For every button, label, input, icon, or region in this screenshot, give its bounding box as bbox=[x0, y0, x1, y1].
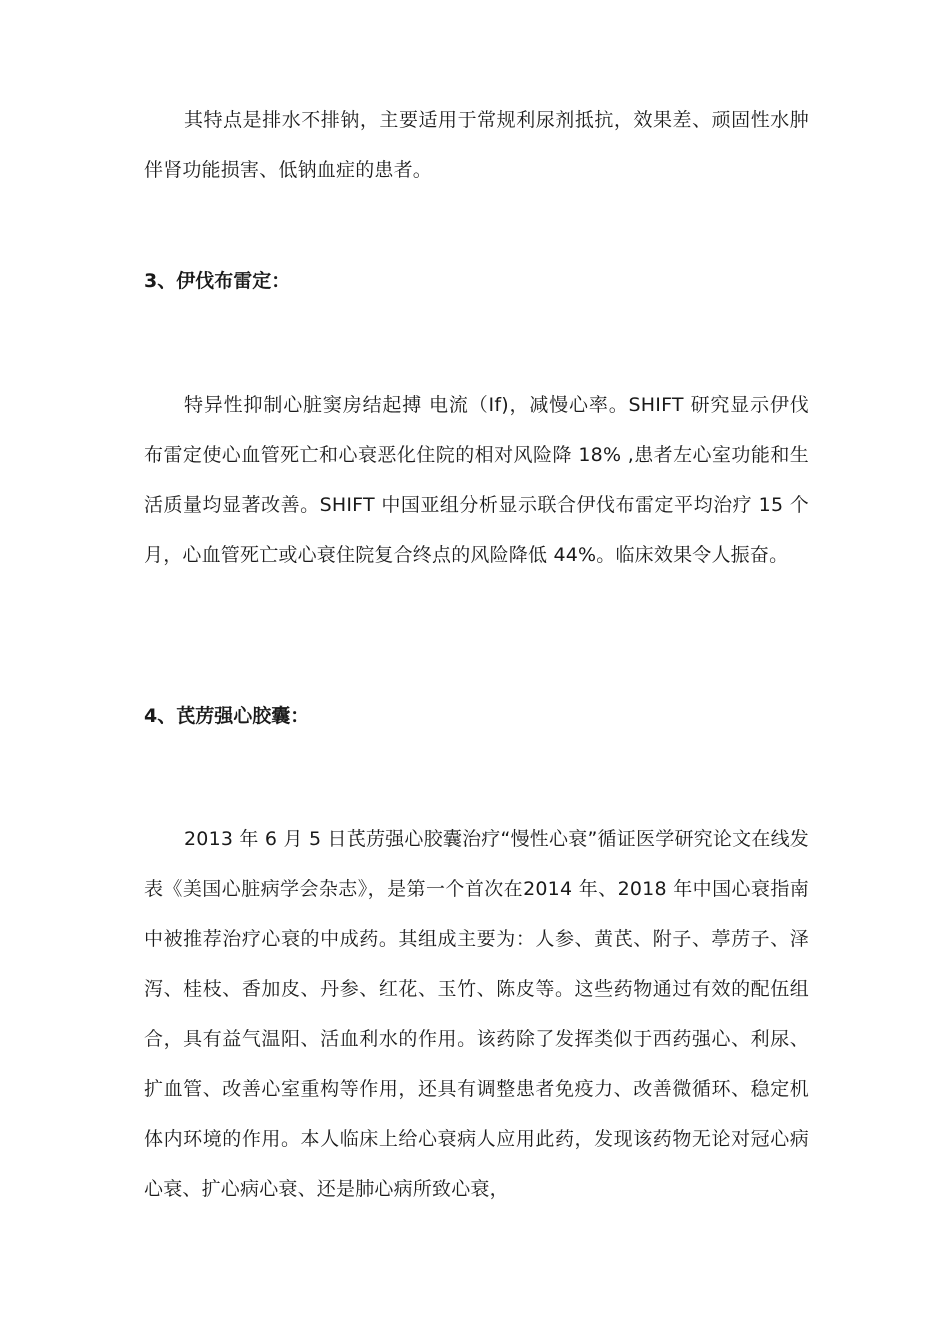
paragraph-diuretic-features: 其特点是排水不排钠，主要适用于常规利尿剂抵抗，效果差、顽固性水肿伴肾功能损害、低钠血症的患者。 bbox=[144, 109, 809, 181]
paragraph-ivabradine: 特异性抑制心脏窦房结起搏 电流（If)，减慢心率。SHIFT 研究显示伊伐布雷定使心血管死亡和心衰恶化住院的相对风险降 18% ,患者左心室功能和生活质量均显著改善。SHIFT 中国亚组分析显示联合伊伐布雷定平均治疗 15 个月，心血管死亡或心衰住院复合终点的风险降低 44%。临床效果令人振奋。 bbox=[144, 394, 809, 566]
paragraph-qiliqiangxin: 2013 年 6 月 5 日芪苈强心胶囊治疗“慢性心衰”循证医学研究论文在线发表《美国心脏病学会杂志》，是第一个首次在2014 年、2018 年中国心衰指南中被推荐治疗心衰的中成药。其组成主要为：人参、黄芪、附子、葶苈子、泽泻、桂枝、香加皮、丹参、红花、玉竹、陈皮等。这些药物通过有效的配伍组合，具有益气温阳、活血利水的作用。该药除了发挥类似于西药强心、利尿、扩血管、改善心室重构等作用，还具有调整患者免疫力、改善微循环、稳定机体内环境的作用。本人临床上给心衰病人应用此药，发现该药物无论对冠心病心衰、扩心病心衰、还是肺心病所致心衰， bbox=[144, 828, 809, 1200]
heading-qiliqiangxin: 4、芪苈强心胶囊： bbox=[144, 705, 310, 727]
heading-ivabradine: 3、伊伐布雷定： bbox=[144, 270, 291, 292]
